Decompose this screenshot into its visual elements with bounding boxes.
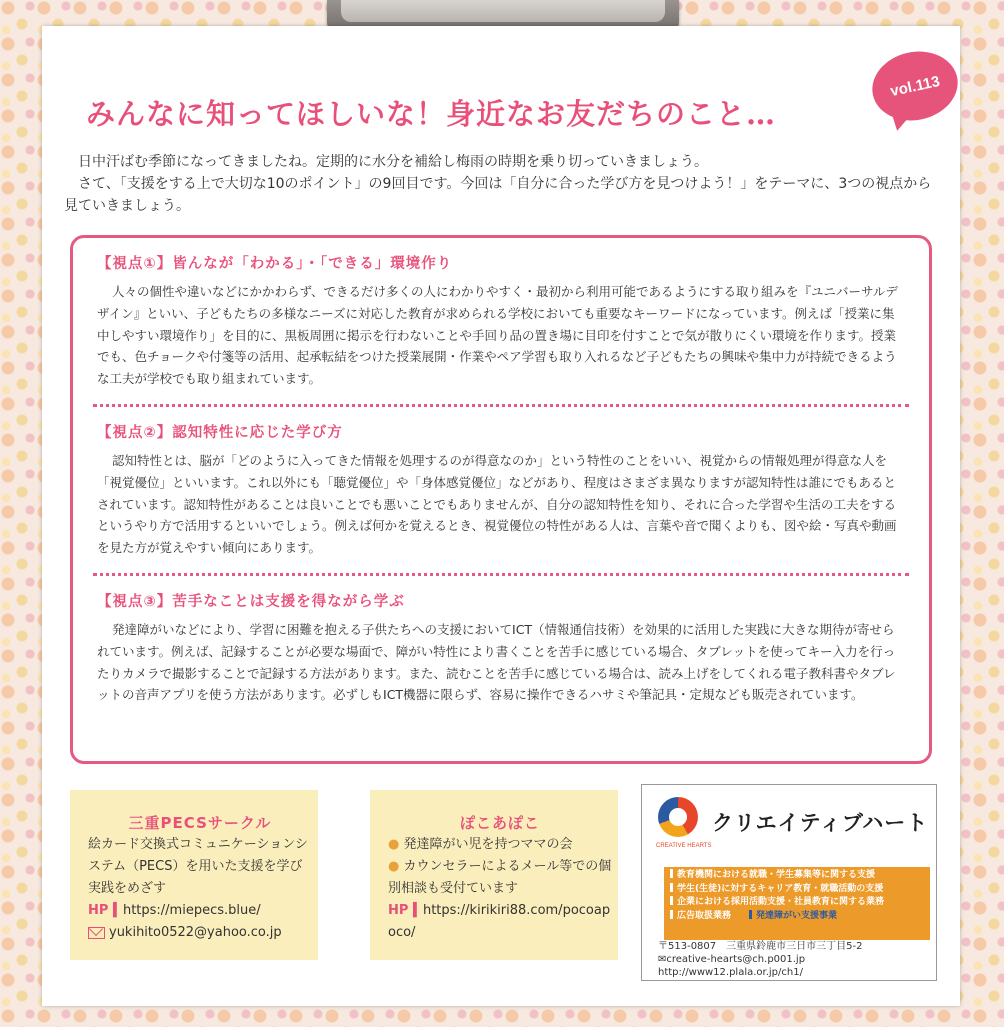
url-link[interactable]: http://www12.plala.or.jp/ch1/ bbox=[658, 967, 803, 978]
creative-hearts-logo-icon bbox=[658, 797, 698, 837]
bullet-icon: ● bbox=[388, 837, 400, 852]
hp-label: HP bbox=[88, 903, 109, 918]
card-hp-row bbox=[388, 900, 612, 944]
card-title: 三重PECSサークル bbox=[128, 814, 272, 832]
company-name: クリエイティブハート bbox=[712, 811, 929, 835]
separator-bar: ▍ bbox=[408, 903, 423, 918]
dotted-divider bbox=[93, 573, 909, 576]
section-viewpoint-2 bbox=[97, 421, 905, 559]
item-text: 発達障がい児を持つママの会 bbox=[403, 837, 573, 852]
mail-icon: ✉ bbox=[658, 954, 667, 965]
volume-badge: vol.113 bbox=[866, 44, 964, 128]
section-body: 人々の個性や違いなどにかかわらず、できるだけ多くの人にわかりやすく・最初から利用可能であるようにする取り組みを『ユニバーサルデザイン』といい、子どもたちの多様なニーズに対応した教育が求められる学校においても重要なキーワードになっています。例えば「授業に集中しやすい環境作り」を目的に、黒板周囲に掲示を行わないことや手回り品の置き場に目印を付すことで気が散りにくい環境を作ります。授業でも、色チョークや付箋等の活用、起承転結をつけた授業展開・作業やペア学習も取り入れるなど子どもたちの興味や集中力が持続できるような工夫が学校でも取り組まれています。 bbox=[97, 284, 898, 387]
section-title: 【視点①】皆んなが「わかる」・「できる」環境作り bbox=[97, 256, 453, 272]
item-text: カウンセラーによるメール等での個別相談も受付ています bbox=[388, 859, 612, 896]
email-link[interactable]: creative-hearts@ch.p001.jp bbox=[666, 954, 806, 965]
section-title: 【視点②】認知特性に応じた学び方 bbox=[97, 424, 343, 441]
card-description: 絵カード交換式コミュニケーションシステム（PECS）を用いた支援を学び実践をめざす bbox=[88, 837, 308, 896]
card-item bbox=[388, 856, 612, 900]
hp-label: HP bbox=[388, 903, 409, 918]
section-title: 【視点③】苦手なことは支援を得ながら学ぶ bbox=[97, 593, 405, 610]
page-title: みんなに知ってほしいな！身近なお友だちのこと… bbox=[86, 97, 777, 131]
services-list bbox=[664, 867, 930, 940]
clip-inner bbox=[341, 0, 665, 22]
hp-link[interactable]: https://miepecs.blue/ bbox=[122, 903, 261, 918]
intro-text bbox=[64, 151, 944, 217]
section-body: 発達障がいなどにより、学習に困難を抱える子供たちへの支援においてICT（情報通信技術）を効果的に活用した実践に大きな期待が寄せられています。例えば、記録することが必要な場面で、障がい特性により書くことを苦手に感じている場合、タブレットを使ってキー入力を行ったりカメラで撮影することで記録する方法があります。また、読むことを苦手に感じている場合は、読み上げをしてくれる電子教科書やタブレットの音声アプリを使う方法があります。必ずしもICT機器に限らず、容易に操作できるハサミや筆記具・定規なども販売されています。 bbox=[97, 621, 896, 703]
intro-paragraph-2: さて、「支援をする上で大切な10のポイント」の9回目です。今回は「自分に合った学び方を見つけよう！」をテーマに、3つの視点から見ていきましょう。 bbox=[64, 176, 932, 214]
section-viewpoint-1 bbox=[97, 252, 905, 390]
pocoapoco-card bbox=[370, 790, 618, 960]
service-item: 企業における採用活動支援・社員教育に関する業務 bbox=[670, 896, 924, 910]
section-body: 認知特性とは、脳が「どのように入ってきた情報を処理するのが得意なのか」という特性のことをいい、視覚からの情報処理が得意な人を「視覚優位」といいます。これ以外にも「聴覚優位」や「身体感覚優位」などがあり、程度はさまざま異なりますが認知特性は誰にでもあるとされています。認知特性があることは良いことでも悪いことでもありませんが、自分の認知特性を知り、それに合った学習や生活の工夫をするというやり方で活用するといいでしょう。例えば何かを覚えるとき、視覚優位の特性がある人は、言葉や音で聞くよりも、図や絵・写真や動画を見た方が覚えやすい傾向にあります。 bbox=[97, 452, 897, 556]
email-link[interactable]: yukihito0522@yahoo.co.jp bbox=[109, 925, 282, 940]
service-item: 学生(生徒)に対するキャリア教育・就職活動の支援 bbox=[670, 883, 924, 897]
section-viewpoint-3 bbox=[97, 590, 905, 706]
mail-icon bbox=[88, 927, 105, 939]
company-contact bbox=[658, 940, 934, 979]
hp-link[interactable]: https://kirikiri88.com/pocoapoco/ bbox=[388, 903, 611, 940]
dotted-divider bbox=[93, 404, 909, 407]
card-item bbox=[388, 834, 612, 856]
pecs-circle-card bbox=[70, 790, 318, 960]
email-row bbox=[658, 953, 934, 966]
service-item: 教育機関における就職・学生募集等に関する支援 bbox=[670, 869, 924, 883]
service-item: 広告取扱業務 発達障がい支援事業 bbox=[670, 910, 924, 924]
logo-subtitle: CREATIVE HEARTS bbox=[656, 843, 712, 849]
creative-hearts-box bbox=[641, 784, 937, 981]
bullet-icon: ● bbox=[388, 859, 400, 874]
viewpoints-box bbox=[70, 235, 932, 764]
separator-bar: ▍ bbox=[108, 903, 123, 918]
address: 〒513-0807 三重県鈴鹿市三日市三丁目5-2 bbox=[658, 941, 863, 952]
card-hp-row bbox=[88, 900, 312, 922]
intro-paragraph-1: 日中汗ばむ季節になってきましたね。定期的に水分を補給し梅雨の時期を乗り切っていきましょう。 bbox=[78, 154, 708, 170]
card-email-row bbox=[88, 922, 312, 944]
card-title: ぽこあぽこ bbox=[459, 814, 540, 832]
